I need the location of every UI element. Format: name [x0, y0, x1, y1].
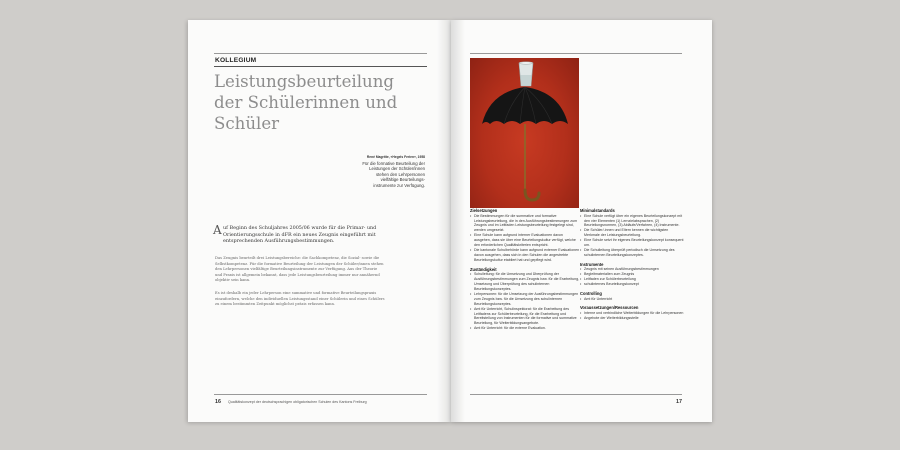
list-item: • Angebote der Weiterbildungsstelle	[580, 316, 684, 321]
list-item: • Eine Schule setzt ihr eigenes Beurteilungskonzept konsequent um.	[580, 238, 684, 248]
intro-paragraph	[223, 225, 428, 245]
page-number: 16	[215, 399, 221, 405]
caption-line: Leistungen der Schüler/innen	[369, 166, 425, 172]
body-paragraph-2	[215, 291, 427, 308]
right-page	[451, 20, 712, 422]
column-right	[580, 208, 684, 325]
footer-text: Qualitätskonzept der deutschsprachigen obligatorischen Schulen des Kantons Freiburg	[228, 400, 367, 404]
body-line: zu einem bestimmten Zeitpunkt möglichst präzis erfassen kann.	[215, 302, 336, 307]
section-minimalstandards	[580, 208, 684, 258]
top-rule	[470, 53, 682, 54]
title-line: der Schülerinnen und	[214, 93, 398, 112]
image-caption	[328, 161, 425, 188]
list-item: • Eine Schule kann aufgrund interner Evaluationen davon ausgehen, dass sie über eine Beurteilungskultur verfügt, welche den erforderlichen Qualitätskriterien entspricht.	[470, 233, 580, 248]
spine-shadow	[451, 20, 465, 422]
list-item: • Begleitmaterialien zum Zeugnis	[580, 272, 684, 277]
painting-image	[470, 58, 579, 208]
body-line: einzufordern, welche den individuellen Leistungsstand einer Schülerin und eines Schülers	[215, 296, 385, 301]
list-item: • Amt für Unterricht: für die externe Evaluation.	[470, 326, 580, 331]
section-heading: Zuständigkeit	[470, 266, 497, 272]
section-voraussetzungen	[580, 305, 684, 320]
footer-rule	[214, 394, 427, 395]
list-item: • Lehrpersonen: für die Umsetzung der Ausführungsbestimmungen zum Zeugnis bzw. für die Umsetzung des schulinternen Beurteilungskonzeptes.	[470, 292, 580, 307]
body-paragraph-1	[215, 256, 427, 284]
title-line: Schüler	[214, 114, 280, 133]
list-item: • Amt für Unterricht, Schulinspektorat: für die Erarbeitung des Leitfadens zur Schülerbeurteilung, für die Erarbeitung und Bereitstellung von Instrumenten für die formative und summative Beurteilung, für Weiterbildungsangebote.	[470, 307, 580, 327]
body-line: Es ist deshalb ein jeder Lehrperson eine summative und formative Beurteilungspraxis	[215, 291, 377, 295]
list-item: • Die Schüler/-innen und Eltern kennen die wichtigsten Merkmale der Leistungsbeurteilung.	[580, 228, 684, 238]
top-rule	[214, 53, 427, 54]
title-line: Leistungsbeurteilung	[214, 72, 395, 91]
spine-shadow	[437, 20, 451, 422]
page-title	[214, 71, 424, 134]
caption-line: instrumente zur Verfügung.	[373, 182, 425, 188]
drop-cap: A	[213, 223, 222, 237]
list-item: • Leitfaden zur Schülerbeurteilung	[580, 277, 684, 282]
caption-line: stehen den Lehrpersonen	[376, 171, 425, 177]
section-rule	[214, 66, 427, 67]
list-item: • Die Bestimmungen für die summative und formative Leistungsbeurteilung, die in den Ausführungsbestimmungen zum Zeugnis und im Leitfaden Leistungsbeurteilung festgelegt sind, werden umgesetzt.	[470, 214, 580, 234]
image-credit: René Magritte, «Hegels Ferien», 1958	[366, 155, 425, 159]
intro-line: Orientierungsschule in dFR ein neues Zeugnis eingeführt mit	[223, 231, 376, 238]
section-instrumente	[580, 262, 684, 287]
intro-line: entsprechenden Ausführungsbestimmungen.	[223, 238, 335, 245]
section-heading: Controlling	[580, 290, 602, 296]
list-item: • Amt für Unterricht	[580, 297, 684, 302]
body-line: Selbstkompetenz. Für die formative Beurteilung der Leistungen der Schüler/innen stehen	[215, 261, 384, 266]
column-left	[470, 208, 580, 335]
section-heading: Minimalstandards	[580, 208, 615, 213]
list-item: • Die kantonale Schulbehörde kann aufgrund externer Evaluationen davon ausgehen, dass sich in den Schulen die angestrebte Beurteilungskultur etabliert hat und gepflegt wird.	[470, 248, 580, 263]
body-line: Das Zeugnis beurteilt drei Leistungsbereiche: die Sachkompetenz, die Sozial- sowie die	[215, 256, 380, 260]
section-heading: Instrumente	[580, 261, 604, 267]
page-number: 17	[676, 399, 682, 405]
section-heading: Zielsetzungen	[470, 208, 498, 213]
body-line: objektiv sein kann.	[215, 278, 251, 283]
body-line: den Lehrpersonen vielfältige Beurteilungsinstrumente zur Verfügung. Aus der Theorie	[215, 267, 378, 272]
intro-line: uf Beginn des Schuljahres 2005/06 wurde für die Primar- und	[223, 225, 377, 231]
umbrella-with-glass-illustration	[470, 58, 579, 208]
caption-line: Für die formative Beurteilung der	[362, 161, 425, 166]
list-item: • Die Schulleitung überprüft periodisch die Umsetzung des schulinternen Beurteilungskonzeptes.	[580, 248, 684, 258]
section-label: KOLLEGIUM	[215, 57, 257, 64]
list-item: • Zeugnis mit seinen Ausführungsbestimmungen	[580, 267, 684, 272]
list-item: • Interne und verbindliche Weiterbildungen für die Lehrpersonen	[580, 311, 684, 316]
left-page	[188, 20, 451, 422]
caption-line: vielfältige Beurteilungs-	[380, 177, 425, 183]
footer-rule	[470, 394, 682, 395]
list-item: • Schulleitung: für die Umsetzung und Überprüfung der Ausführungsbestimmungen zum Zeugnis bzw. für die Erarbeitung, Umsetzung und Überprüfung des schulinternen Beurteilungskonzeptes.	[470, 272, 580, 292]
body-line: und Praxis ist allgemein bekannt, dass jede Leistungsbeurteilung immer nur annähernd	[215, 272, 380, 277]
section-controlling	[580, 291, 684, 302]
list-item: • Eine Schule verfügt über ein eigenes Beurteilungskonzept mit den vier Elementen (1) Lernzielabsprachen, (2) Beurteilungsnormen, (3) Abläufe/Verfahren, (4) Instrumente.	[580, 214, 684, 229]
section-heading: Voraussetzungen/Ressourcen	[580, 305, 639, 311]
section-zustaendigkeit	[470, 267, 580, 331]
section-zielsetzungen	[470, 208, 580, 263]
list-item: • schulinternes Beurteilungskonzept	[580, 282, 684, 287]
